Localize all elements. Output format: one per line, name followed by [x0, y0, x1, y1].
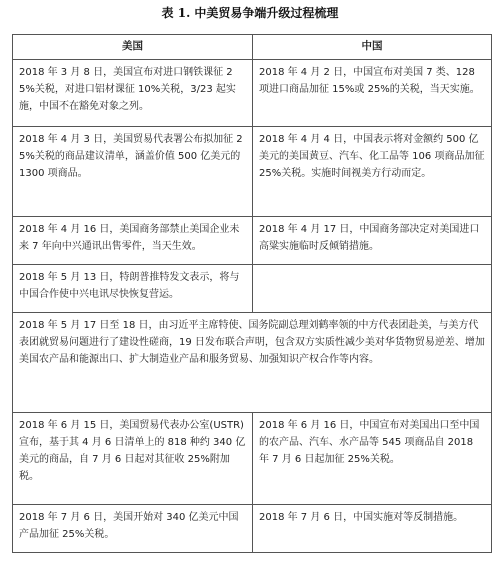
table-row [13, 127, 492, 217]
table-row [13, 265, 492, 313]
table-row [13, 413, 492, 505]
table-header-row [13, 35, 492, 60]
cn-cell: 2018 年 4 月 2 日，中国宣布对美国 7 类、128 项进口商品加征 15%或 25%的关税，当天实施。 [253, 60, 492, 127]
us-cell: 2018 年 4 月 16 日，美国商务部禁止美国企业未来 7 年向中兴通讯出售零件，当天生效。 [13, 217, 253, 265]
cn-cell: 2018 年 6 月 16 日，中国宣布对美国出口至中国的农产品、汽车、水产品等 545 项商品自 2018 年 7 月 6 日起加征 25%关税。 [253, 413, 492, 505]
cn-cell: 2018 年 4 月 17 日，中国商务部决定对美国进口高粱实施临时反倾销措施。 [253, 217, 492, 265]
trade-dispute-table [12, 34, 492, 553]
us-cell: 2018 年 7 月 6 日，美国开始对 340 亿美元中国产品加征 25%关税。 [13, 505, 253, 553]
cn-cell [253, 265, 492, 313]
cn-cell: 2018 年 7 月 6 日，中国实施对等反制措施。 [253, 505, 492, 553]
table-title: 表 1. 中美贸易争端升级过程梳理 [161, 6, 339, 20]
us-cell: 2018 年 3 月 8 日，美国宣布对进口钢铁课征 25%关税，对进口铝材课征 10%关税，3/23 起实施，中国不在豁免对象之列。 [13, 60, 253, 127]
table-row [13, 217, 492, 265]
cn-cell: 2018 年 4 月 4 日，中国表示将对金额约 500 亿美元的美国黄豆、汽车、化工品等 106 项商品加征 25%关税。实施时间视美方行动而定。 [253, 127, 492, 217]
column-header-cn: 中国 [253, 35, 492, 60]
us-cell: 2018 年 5 月 13 日，特朗普推特发文表示，将与中国合作使中兴电讯尽快恢复营运。 [13, 265, 253, 313]
merged-cell: 2018 年 5 月 17 日至 18 日，由习近平主席特使、国务院副总理刘鹤率领的中方代表团赴美，与美方代表团就贸易问题进行了建设性磋商，19 日发布联合声明，包含双方实质性减少美对华货物贸易逆差、增加美国农产品和能源出口、扩大制造业产品和服务贸易、加强知识产权合作等内容。 [13, 313, 492, 413]
table-row [13, 505, 492, 553]
table-row [13, 313, 492, 413]
us-cell: 2018 年 4 月 3 日，美国贸易代表署公布拟加征 25%关税的商品建议清单，涵盖价值 500 亿美元的 1300 项商品。 [13, 127, 253, 217]
us-cell: 2018 年 6 月 15 日，美国贸易代表办公室(USTR)宣布，基于其 4 月 6 日清单上的 818 种约 340 亿美元的商品，自 7 月 6 日起对其征收 25%附加税。 [13, 413, 253, 505]
column-header-us: 美国 [13, 35, 253, 60]
table-row [13, 60, 492, 127]
